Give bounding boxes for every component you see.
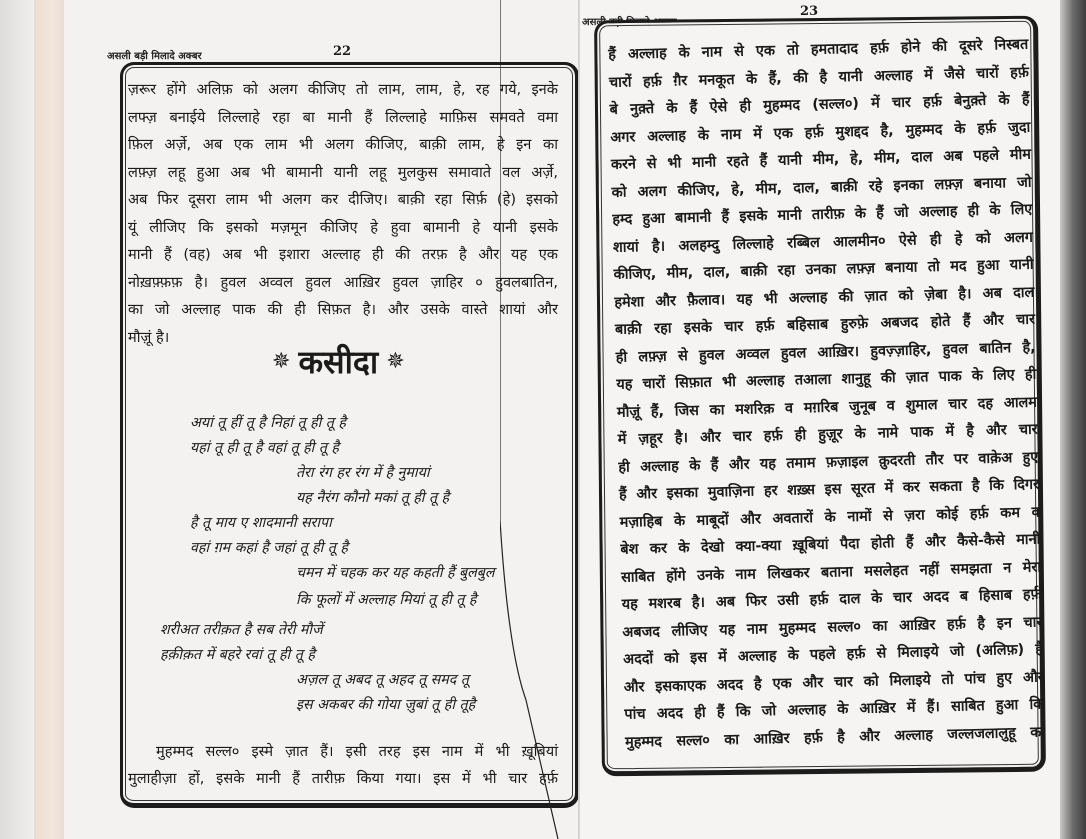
poem-verse: इस अकबर की गोया ज़ुबां तू ही तूहै [296, 697, 476, 713]
poem-verse: अज़ल तू अबद तू अहद तू समद तू [296, 672, 469, 688]
text-line: मौज़ूं है। [128, 328, 170, 346]
text-line: यह चारों सिफ़ात भी अल्लाह तआला शानुहू की ज़ात पाक के लिए ही [616, 366, 1037, 393]
text-line: मुहम्मद सल्ल० का आख़िर हर्फ़ है और अल्लाह जल्लजलालुहू का [624, 724, 1046, 751]
text-line: हम्द हुआ बामानी हैं इसके मानी तारीफ़ के हैं जो अल्लाह ही के लिए [612, 201, 1033, 228]
poem-heading [272, 340, 405, 383]
poem-verse: तेरा रंग हर रंग में है नुमायां [296, 465, 430, 481]
text-line: मुहम्मद सल्ल० इस्मे ज़ात हैं। इसी तरह इस नाम में भी ख़ूबियां [156, 743, 558, 760]
text-line: बाक़ी रहा इसके चार हर्फ़ बहिसाब हुरुफ़े अबजद होते हैं और चार [614, 311, 1036, 338]
text-line: हैं अल्लाह के नाम से एक तो हमतादाद हर्फ़ होने की दूसरे निस्बत [608, 36, 1029, 63]
text-line: में ज़हूर है। और चार हर्फ़ ही हुज़ूर के नामे पाक में है और चार [617, 421, 1038, 448]
star-ornament-icon: ✵ [386, 348, 405, 374]
text-line: ही लफ़्ज़ से हुवल अव्वल हुवल आख़िर। हुवज़्ज़ाहिर, हुवल बातिन है, [615, 339, 1036, 366]
book-edge-pages [34, 0, 65, 839]
text-line: बेश कर के देखो क्या-क्या ख़ूबियां पैदा होती हैं और कैसे-कैसे मानी [620, 531, 1041, 558]
right-page-number: 23 [800, 4, 819, 19]
text-line: मौज़ूं हैं, जिस का मशरिक़ व मग़रिब जुनूब व शुमाल चार दह आलम [616, 394, 1038, 421]
text-line: यह मशरब है। अब फिर उसी हर्फ़ दाल के चार अदद ब हिसाब हर्फ़ [621, 586, 1042, 613]
text-line: फ़िल अर्ज़े, अब एक लाम भी अलग कीजिए, बाक़ी लाम, हे इन का [128, 136, 558, 153]
text-line: ही अल्लाह के हैं और यह तमाम फ़ज़ाइल क़ुदरती तौर पर वाक़ेअ हुए [618, 449, 1039, 476]
text-line: अगर अल्लाह के नाम में एक हर्फ़ मुशद्दद है, मुहम्मद के हर्फ़ जुदा [610, 119, 1031, 146]
left-paragraph [128, 76, 558, 351]
poem-verse: कि फूलों में अल्लाह मियां तू ही तू है [296, 592, 477, 608]
star-ornament-icon: ✵ [272, 348, 291, 374]
book-edge-outer [0, 0, 34, 839]
text-line: मज़ाहिब के माबूदों और अवतारों के नामों से ज़रा कोई हर्फ़ कम व [619, 504, 1040, 531]
text-line: को अलग कीजिए, हे, मीम, दाल, बाक़ी रहे इनका लफ़्ज़ बनाया जो [611, 174, 1032, 201]
poem-verse: वहां ग़म कहां है जहां तू ही तू है [190, 540, 348, 556]
text-line: करने से भी मानी रहते हैं यानी मीम, हे, मीम, दाल अब पहले मीम [610, 146, 1032, 173]
text-line: अब फिर दूसरा लाम भी अलग कर दीजिए। बाक़ी रहा सिर्फ़ (हे) इसको [128, 191, 558, 208]
text-line: मुलाहीज़ा हों, इसके मानी हैं तारीफ़ किया गया। इस में भी चार हर्फ़ [128, 770, 558, 787]
text-line: साबित होंगे उनके नाम लिखकर बताना मसलेहत नहीं समझता न मेरा [620, 559, 1042, 586]
poem-title: कसीदा [298, 343, 379, 381]
poem-verse: यह नैरंग कौनो मकां तू ही तू है [296, 490, 450, 506]
poem-verse: अयां तू हीं तू है निहां तू ही तू है [190, 415, 346, 431]
text-line: और इसकाएक अदद है एक और चार को मिलाइये तो पांच हुए और [623, 669, 1044, 696]
text-line: अबजद लीजिए यह नाम मुहम्मद सल्ल० का आख़िर हर्फ़ है इन चार [622, 614, 1043, 641]
right-paragraph [608, 32, 1045, 757]
text-line: चारों हर्फ़ ग़ैर मनकूत के हैं, की है यानी अल्लाह में जैसे चारों हर्फ़ [608, 64, 1030, 91]
text-line: लफ़्ज़ लहू हुआ अब भी बामानी यानी लहू मुलकुस समावाते वल अर्ज़े, [128, 163, 558, 181]
book-right-edge-shadow [1060, 0, 1086, 839]
poem-verse: हक़ीक़त में बहरे रवां तू ही तू है [160, 647, 315, 663]
text-line: बे नुक़्ते के हैं ऐसे ही मुहम्मद (सल्ल०) में चार हर्फ़ बेनुक़्ते के हैं [609, 91, 1030, 118]
poem-verse: यहां तू ही तू है वहां तू ही तू है [190, 440, 339, 456]
poem-verse: है तू माय ए शादमानी सरापा [190, 515, 332, 531]
text-line: शायां है। अलहम्दु लिल्लाहे रब्बिल आलमीन० ऐसे ही हे को अलग [612, 229, 1034, 256]
text-line: हमेशा और फ़ैलाव। यह भी अल्लाह की ज़ात को ज़ेबा है। अब दाल [614, 284, 1035, 311]
text-line: हैं और इसका मुवाज़िना हर शख़्स इस सूरत में कर सकता है कि दिगर [618, 476, 1040, 503]
text-line: यूं लीजिए कि इसको मज़मून कीजिए हे हुवा बामानी हे यानी इसके [128, 218, 558, 236]
text-line: लफ्ज़ बनाईये लिल्लाहे रहा बा मानी हैं लिल्लाहे माफ़िस समवते वमा [128, 108, 558, 126]
text-line: ज़रूर होंगे अलिफ़ को अलग कीजिए तो लाम, लाम, हे, रह गये, इनके [128, 81, 558, 98]
text-line: अददों को इस में अल्लाह के पहले हर्फ़ से मिलाइये जो (अलिफ़) है [622, 641, 1044, 668]
poem-verse: चमन में चहक कर यह कहती हैं बुलबुल [296, 565, 495, 581]
text-line: कीजिए, मीम, दाल, बाक़ी रहा उनका लफ़्ज़ बनाया तो मद हुआ यानी [613, 256, 1034, 283]
text-line: नोख़फ़्फ़फ़ है। हुवल अव्वल हुवल आख़िर हुवल ज़ाहिर ० हुवलबातिन, [128, 273, 558, 291]
poem-verse: शरीअत तरीक़त है सब तेरी मौजें [160, 622, 323, 638]
right-running-head: असली बड़ी मिलादे अक्बर [582, 17, 677, 28]
text-line: पांच अदद ही हैं कि जो अल्लाह के आख़िर में हैं। साबित हुआ कि [624, 696, 1045, 723]
left-closing-paragraph [128, 738, 558, 792]
text-line: मानी हैं (वह) अब भी इशारा अल्लाह ही की तरफ़ है और यह एक [128, 246, 558, 263]
text-line: का जो अल्लाह पाक की ही सिफ़त है। और उसके वास्ते शायां और [128, 301, 558, 318]
left-page-number: 22 [333, 44, 352, 59]
left-running-head: असली बड़ी मिलादे अक्बर [107, 51, 202, 62]
